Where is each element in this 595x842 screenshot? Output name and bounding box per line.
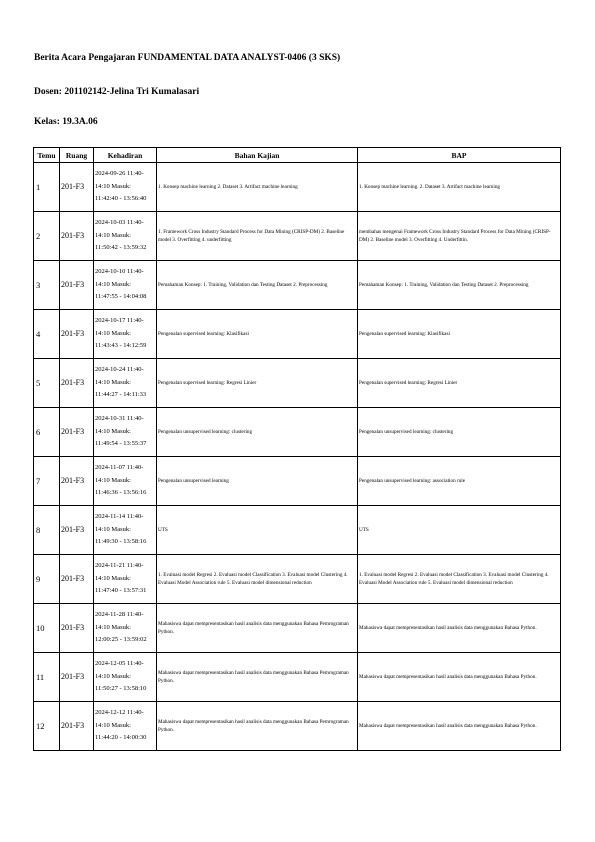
room-cell: 201-F3 <box>60 653 94 702</box>
meeting-number-cell: 7 <box>34 457 60 506</box>
bap-cell: Pengenalan unsupervised learning: association rule <box>358 457 561 506</box>
attendance-cell: 2024-10-31 11:40-14:10 Masuk: 11:49:54 - 13:55:37 <box>94 408 157 457</box>
room-cell: 201-F3 <box>60 555 94 604</box>
table-row <box>34 163 561 212</box>
class-line: Kelas: 19.3A.06 <box>34 117 98 127</box>
room-cell: 201-F3 <box>60 457 94 506</box>
meeting-number-cell: 4 <box>34 310 60 359</box>
bap-cell: Mahasiswa dapat mempresentasikan hasil analisis data menggunakan Bahasa Python. <box>358 653 561 702</box>
topic-cell: 1. Evaluasi model Regresi 2. Evaluasi model Classification 3. Evaluasi model Clustering 4. Evaluasi Model Association rule 5. Evaluasi model dimensional reduction <box>157 555 358 604</box>
teaching-record-table <box>33 147 561 751</box>
topic-cell: UTS <box>157 506 358 555</box>
table-row <box>34 212 561 261</box>
meeting-number-cell: 10 <box>34 604 60 653</box>
meeting-number-cell: 11 <box>34 653 60 702</box>
bap-cell: Pengenalan supervised learning: Regresi Linier <box>358 359 561 408</box>
bap-cell: 1. Evaluasi model Regresi 2. Evaluasi model Classification 3. Evaluasi model Clustering 4. Evaluasi Model Association rule 5. Evaluasi model dimensional reduction <box>358 555 561 604</box>
attendance-cell: 2024-11-14 11:40-14:10 Masuk: 11:49:30 - 13:58:16 <box>94 506 157 555</box>
attendance-cell: 2024-10-03 11:40-14:10 Masuk: 11:50:42 - 13:59:32 <box>94 212 157 261</box>
attendance-cell: 2024-11-07 11:40-14:10 Masuk: 11:46:36 - 13:56:16 <box>94 457 157 506</box>
table-header-row <box>34 148 561 163</box>
meeting-number-cell: 3 <box>34 261 60 310</box>
attendance-cell: 2024-10-10 11:40-14:10 Masuk: 11:47:55 - 14:04:08 <box>94 261 157 310</box>
topic-cell: Pengenalan supervised learning: Klasifikasi <box>157 310 358 359</box>
bap-cell: UTS <box>358 506 561 555</box>
topic-cell: Pengenalan unsupervised learning: clustering <box>157 408 358 457</box>
meeting-number-cell: 8 <box>34 506 60 555</box>
attendance-cell: 2024-10-17 11:40-14:10 Masuk: 11:43:43 - 14:12:59 <box>94 310 157 359</box>
meeting-number-cell: 5 <box>34 359 60 408</box>
room-cell: 201-F3 <box>60 163 94 212</box>
room-cell: 201-F3 <box>60 261 94 310</box>
meeting-number-cell: 2 <box>34 212 60 261</box>
bap-cell: membahas mengenai Framework Cross Industry Standard Process for Data Mining (CRISP-DM) 2. Baseline model 3. Overfitting 4. Underfittin. <box>358 212 561 261</box>
topic-cell: 1. Framework Cross Industry Standard Process for Data Mining (CRISP-DM) 2. Baseline model 3. Overfitting 4. underfitting <box>157 212 358 261</box>
table-row <box>34 457 561 506</box>
table-row <box>34 555 561 604</box>
attendance-cell: 2024-11-28 11:40-14:10 Masuk: 12:00:25 - 13:59:02 <box>94 604 157 653</box>
room-cell: 201-F3 <box>60 408 94 457</box>
attendance-cell: 2024-12-05 11:40-14:10 Masuk: 11:50:27 - 13:58:10 <box>94 653 157 702</box>
table-row <box>34 310 561 359</box>
table-row <box>34 702 561 751</box>
document-title: Berita Acara Pengajaran FUNDAMENTAL DATA ANALYST-0406 (3 SKS) <box>34 53 341 63</box>
topic-cell: Pengenalan unsupervised learning <box>157 457 358 506</box>
bap-cell: Pengenalan unsupervised learning: clustering <box>358 408 561 457</box>
room-cell: 201-F3 <box>60 359 94 408</box>
bap-cell: Pemahaman Konsep: 1. Training, Validation dan Testing Dataset 2. Preprocessing <box>358 261 561 310</box>
bap-cell: Pengenalan supervised learning: Klasifikasi <box>358 310 561 359</box>
bap-cell: Mahasiswa dapat mempresentasikan hasil analisis data menggunakan Bahasa Python. <box>358 702 561 751</box>
bap-cell: Mahasiswa dapat mempresentasikan hasil analisis data menggunakan Bahasa Python. <box>358 604 561 653</box>
topic-cell: Mahasiswa dapat mempresentasikan hasil analisis data menggunakan Bahasa Pemrograman Python. <box>157 702 358 751</box>
table-row <box>34 408 561 457</box>
room-cell: 201-F3 <box>60 702 94 751</box>
header-bap: BAP <box>358 148 561 163</box>
attendance-cell: 2024-12-12 11:40-14:10 Masuk: 11:44:20 - 14:00:30 <box>94 702 157 751</box>
header-room: Ruang <box>60 148 94 163</box>
table-row <box>34 506 561 555</box>
lecturer-line: Dosen: 201102142-Jelina Tri Kumalasari <box>34 87 200 97</box>
attendance-cell: 2024-11-21 11:40-14:10 Masuk: 11:47:40 - 13:57:31 <box>94 555 157 604</box>
topic-cell: 1. Konsep machine learning 2. Dataset 3. Artifact machine learning <box>157 163 358 212</box>
header-meeting: Temu <box>34 148 60 163</box>
table-row <box>34 261 561 310</box>
topic-cell: Pengenalan supervised learning: Regresi Linier <box>157 359 358 408</box>
meeting-number-cell: 9 <box>34 555 60 604</box>
table-row <box>34 604 561 653</box>
header-topic: Bahan Kajian <box>157 148 358 163</box>
meeting-number-cell: 1 <box>34 163 60 212</box>
room-cell: 201-F3 <box>60 212 94 261</box>
table-row <box>34 653 561 702</box>
bap-cell: 1. Konsep machine learning. 2. Dataset 3. Artifact machine learning <box>358 163 561 212</box>
room-cell: 201-F3 <box>60 604 94 653</box>
table-row <box>34 359 561 408</box>
meeting-number-cell: 6 <box>34 408 60 457</box>
room-cell: 201-F3 <box>60 506 94 555</box>
attendance-cell: 2024-10-24 11:40-14:10 Masuk: 11:44:27 - 14:11:33 <box>94 359 157 408</box>
topic-cell: Pemahaman Konsep: 1. Training, Validation dan Testing Dataset 2. Preprocessing <box>157 261 358 310</box>
meeting-number-cell: 12 <box>34 702 60 751</box>
header-attendance: Kehadiran <box>94 148 157 163</box>
topic-cell: Mahasiswa dapat mempresentasikan hasil analisis data menggunakan Bahasa Pemrograman Python. <box>157 653 358 702</box>
attendance-cell: 2024-09-26 11:40-14:10 Masuk: 11:42:40 - 13:56:40 <box>94 163 157 212</box>
room-cell: 201-F3 <box>60 310 94 359</box>
topic-cell: Mahasiswa dapat mempresentasikan hasil analisis data menggunakan Bahasa Pemrograman Python. <box>157 604 358 653</box>
